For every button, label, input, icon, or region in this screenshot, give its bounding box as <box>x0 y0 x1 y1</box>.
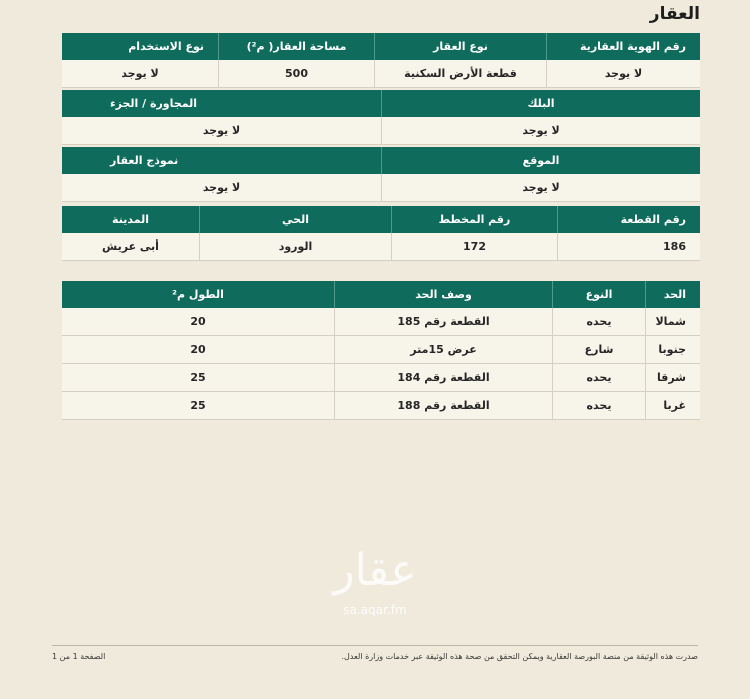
location-table <box>62 147 700 202</box>
header-district: الحي <box>199 206 391 233</box>
page-title: العقار <box>649 4 700 24</box>
value-city: أبى عريش <box>62 233 199 261</box>
table-row <box>62 308 700 336</box>
boundaries-table <box>62 281 700 420</box>
value-district: الورود <box>199 233 391 261</box>
plot-table <box>62 206 700 261</box>
header-scheme-number: رقم المخطط <box>391 206 557 233</box>
boundary-length: 20 <box>62 308 334 336</box>
block-table <box>62 90 700 145</box>
boundary-direction: غربا <box>645 392 700 420</box>
value-property-id: لا يوجد <box>546 60 700 88</box>
watermark-site: sa.aqar.fm <box>343 603 407 617</box>
boundary-type: شارع <box>552 336 645 364</box>
value-scheme-number: 172 <box>391 233 557 261</box>
boundary-length: 25 <box>62 364 334 392</box>
boundary-direction: جنوبا <box>645 336 700 364</box>
value-property-area: 500 <box>218 60 374 88</box>
header-boundary-description: وصف الحد <box>334 281 552 308</box>
boundary-description: القطعة رقم 184 <box>334 364 552 392</box>
header-property-area: مساحة العقار( م²) <box>218 33 374 60</box>
boundary-description: عرض 15متر <box>334 336 552 364</box>
boundary-direction: شرقا <box>645 364 700 392</box>
header-property-type: نوع العقار <box>374 33 546 60</box>
value-block: لا يوجد <box>381 117 700 145</box>
value-usage-type: لا يوجد <box>62 60 218 88</box>
watermark-logo: عقار <box>333 545 417 596</box>
footer-divider <box>52 645 698 646</box>
value-plot-number: 186 <box>557 233 700 261</box>
page-number: الصفحة 1 من 1 <box>52 652 106 661</box>
boundary-type: يحده <box>552 392 645 420</box>
boundary-length: 25 <box>62 392 334 420</box>
boundary-description: القطعة رقم 185 <box>334 308 552 336</box>
boundary-type: يحده <box>552 308 645 336</box>
header-location: الموقع <box>381 147 700 174</box>
value-property-type: قطعة الأرض السكنية <box>374 60 546 88</box>
header-boundary-type: النوع <box>552 281 645 308</box>
header-block: البلك <box>381 90 700 117</box>
header-length: الطول م² <box>62 281 334 308</box>
header-boundary: الحد <box>645 281 700 308</box>
value-location: لا يوجد <box>381 174 700 202</box>
header-plot-number: رقم القطعة <box>557 206 700 233</box>
header-property-model: نموذج العقار <box>62 147 381 174</box>
boundary-description: القطعة رقم 188 <box>334 392 552 420</box>
header-property-id: رقم الهوية العقارية <box>546 33 700 60</box>
table-row <box>62 336 700 364</box>
header-neighborhood-part: المجاورة / الجزء <box>62 90 381 117</box>
footer-note: صدرت هذه الوثيقة من منصة البورصة العقارية ويمكن التحقق من صحة هذه الوثيقة عبر خدمات وزارة العدل. <box>341 652 698 661</box>
boundary-direction: شمالا <box>645 308 700 336</box>
property-info-table <box>62 33 700 88</box>
table-row <box>62 392 700 420</box>
header-city: المدينة <box>62 206 199 233</box>
table-row <box>62 364 700 392</box>
boundary-length: 20 <box>62 336 334 364</box>
value-property-model: لا يوجد <box>62 174 381 202</box>
value-neighborhood-part: لا يوجد <box>62 117 381 145</box>
boundary-type: يحده <box>552 364 645 392</box>
header-usage-type: نوع الاستخدام <box>62 33 218 60</box>
